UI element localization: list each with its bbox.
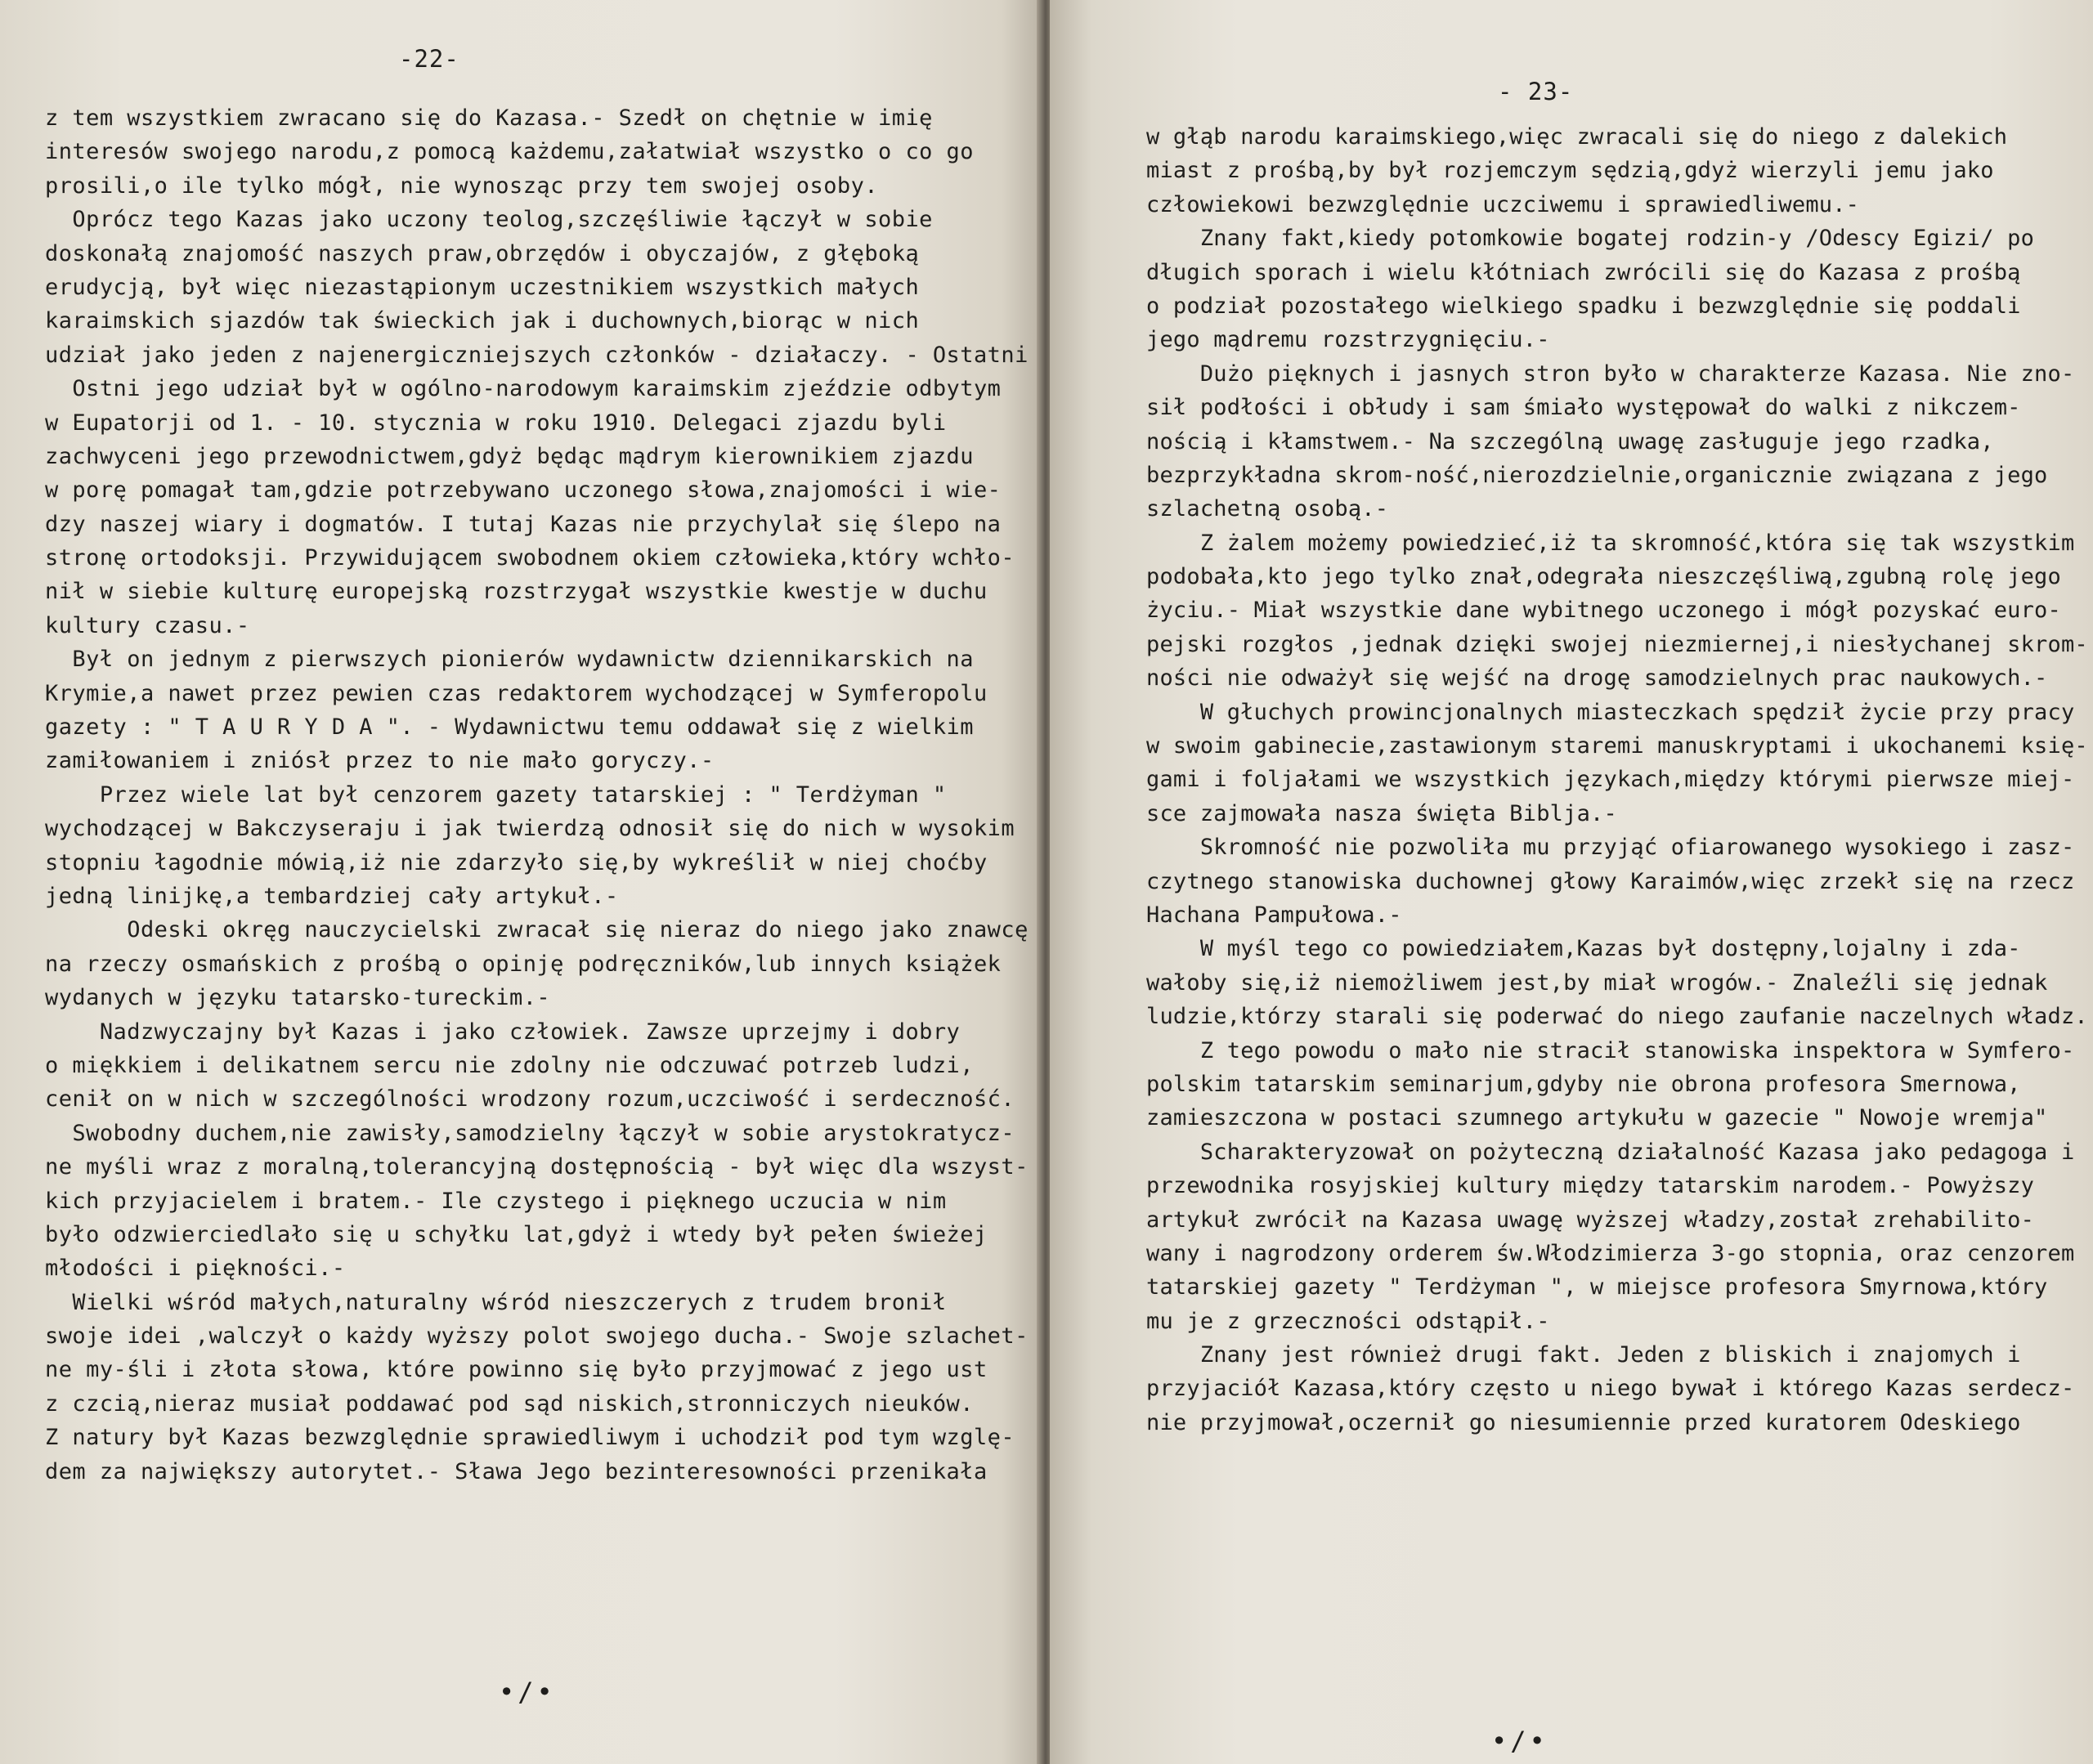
text-line: Przez wiele lat był cenzorem gazety tatarskiej : " Terdżyman " [45, 781, 947, 808]
text-line: sił podłości i obłudy i sam śmiało występował do walki z nikczem- [1146, 395, 2021, 421]
text-line: erudycją, był więc niezastąpionym uczestnikiem wszystkich małych [45, 274, 920, 300]
text-line: w Eupatorji od 1. - 10. stycznia w roku 1910. Delegaci zjazdu byli [45, 410, 947, 436]
text-line: W myśl tego co powiedziałem,Kazas był dostępny,lojalny i zda- [1146, 936, 2021, 962]
text-line: Ostni jego udział był w ogólno-narodowym karaimskim zjeździe odbytym [45, 376, 1002, 402]
text-line: wychodzącej w Bakczyseraju i jak twierdzą odnosił się do nich w wysokim [45, 816, 1015, 842]
text-line: wany i nagrodzony orderem św.Włodzimierza 3-go stopnia, oraz cenzorem [1146, 1240, 2075, 1266]
text-line: wydanych w języku tatarsko-tureckim.- [45, 985, 551, 1011]
text-line: Odeski okręg nauczycielski zwracał się nieraz do niego jako znawcę [45, 917, 1029, 943]
text-line: w swoim gabinecie,zastawionym staremi manuskryptami i ukochanemi księ- [1146, 733, 2088, 759]
text-line: przewodnika rosyjskiej kultury między tatarskim narodem.- Powyższy [1146, 1173, 2035, 1199]
text-line: Dużo pięknych i jasnych stron było w charakterze Kazasa. Nie zno- [1146, 360, 2075, 387]
text-line: Nadzwyczajny był Kazas i jako człowiek. Zawsze uprzejmy i dobry [45, 1019, 961, 1045]
text-line: swoje idei ,walczył o każdy wyższy polot swojego ducha.- Swoje szlachet- [45, 1323, 1029, 1350]
text-line: Był on jednym z pierwszych pionierów wydawnictw dziennikarskich na [45, 647, 974, 673]
text-line: jego mądremu rozstrzygnięciu.- [1146, 327, 1550, 353]
text-line: Oprócz tego Kazas jako uczony teolog,szczęśliwie łączył w sobie [45, 207, 933, 233]
text-line: doskonałą znajomość naszych praw,obrzędów i obyczajów, z głęboką [45, 240, 920, 266]
text-line: przyjaciół Kazasa,który często u niego bywał i którego Kazas serdecz- [1146, 1376, 2075, 1402]
right-page-footer-mark: •/• [1491, 1726, 1548, 1757]
text-line: interesów swojego narodu,z pomocą każdemu,załatwiał wszystko o co go [45, 139, 974, 165]
text-line: nie przyjmował,oczernił go niesumiennie przed kuratorem Odeskiego [1146, 1409, 2021, 1435]
text-line: zamiłowaniem i zniósł przez to nie mało goryczy.- [45, 748, 715, 774]
text-line: mu je z grzeczności odstąpił.- [1146, 1308, 1550, 1334]
text-line: Znany jest również drugi fakt. Jeden z bliskich i znajomych i [1146, 1342, 2021, 1368]
text-line: jedną linijkę,a tembardziej cały artykuł.- [45, 883, 619, 909]
right-page-number: - 23- [1498, 78, 1574, 105]
text-line: gazety : " T A U R Y D A ". - Wydawnictwu temu oddawał się z wielkim [45, 714, 974, 741]
text-line: szlachetną osobą.- [1146, 496, 1389, 522]
text-line: bezprzykładna skrom-ność,nierozdzielnie,organicznie związana z jego [1146, 462, 2048, 488]
text-line: kultury czasu.- [45, 612, 250, 638]
text-line: w głąb narodu karaimskiego,więc zwracali się do niego z dalekich [1146, 124, 2008, 150]
text-line: Z żalem możemy powiedzieć,iż ta skromność,która się tak wszystkim [1146, 530, 2075, 556]
text-line: stopniu łagodnie mówią,iż nie zdarzyło się,by wykreślił w niej choćby [45, 849, 988, 875]
text-line: Swobodny duchem,nie zawisły,samodzielny łączył w sobie arystokratycz- [45, 1120, 1015, 1146]
text-line: dem za największy autorytet.- Sława Jego bezinteresowności przenikała [45, 1458, 988, 1484]
text-line: ne my-śli i złota słowa, które powinno się było przyjmować z jego ust [45, 1357, 988, 1383]
text-line: z tem wszystkiem zwracano się do Kazasa.- Szedł on chętnie w imię [45, 105, 933, 131]
text-line: o miękkiem i delikatnem sercu nie zdolny nie odczuwać potrzeb ludzi, [45, 1052, 974, 1078]
text-line: z czcią,nieraz musiał poddawać pod sąd niskich,stronniczych nieuków. [45, 1390, 974, 1417]
text-line: tatarskiej gazety " Terdżyman ", w miejsce profesora Smyrnowa,który [1146, 1274, 2048, 1301]
text-line: Krymie,a nawet przez pewien czas redaktorem wychodzącej w Symferopolu [45, 680, 988, 706]
text-line: ne myśli wraz z moralną,tolerancyjną dostępnością - był więc dla wszyst- [45, 1154, 1029, 1180]
text-line: w porę pomagał tam,gdzie potrzebywano uczonego słowa,znajomości i wie- [45, 477, 1002, 504]
text-line: stronę ortodoksji. Przywidującem swobodnem okiem człowieka,który wchło- [45, 545, 1015, 571]
text-line: polskim tatarskim seminarjum,gdyby nie obrona profesora Smernowa, [1146, 1071, 2021, 1097]
text-line: Z natury był Kazas bezwzględnie sprawiedliwym i uchodził pod tym wzglę- [45, 1425, 1015, 1451]
text-line: Skromność nie pozwoliła mu przyjąć ofiarowanego wysokiego i zasz- [1146, 835, 2075, 861]
text-line: czytnego stanowiska duchownej głowy Karaimów,więc zrzekł się na rzecz [1146, 868, 2075, 894]
text-line: prosili,o ile tylko mógł, nie wynosząc przy tem swojej osoby. [45, 172, 879, 199]
text-line: na rzeczy osmańskich z prośbą o opinję podręczników,lub innych książek [45, 951, 1002, 977]
text-line: gami i foljałami we wszystkich językach,między którymi pierwsze miej- [1146, 767, 2075, 793]
text-line: Z tego powodu o mało nie stracił stanowiska inspektora w Symfero- [1146, 1037, 2075, 1063]
text-line: cenił on w nich w szczególności wrodzony rozum,uczciwość i serdeczność. [45, 1086, 1015, 1113]
text-line: ludzie,którzy starali się poderwać do niego zaufanie naczelnych władz. [1146, 1004, 2088, 1030]
left-page [0, 0, 1043, 1764]
text-line: Hachana Pampułowa.- [1146, 902, 1402, 928]
right-page-text [1146, 120, 2088, 1439]
text-line: wałoby się,iż niemożliwem jest,by miał wrogów.- Znaleźli się jednak [1146, 969, 2048, 996]
text-line: artykuł zwrócił na Kazasa uwagę wyższej władzy,został zrehabilito- [1146, 1207, 2035, 1233]
left-page-text [45, 101, 1029, 1489]
text-line: życiu.- Miał wszystkie dane wybitnego uczonego i mógł pozyskać euro- [1146, 598, 2061, 624]
text-line: zachwyceni jego przewodnictwem,gdyż będąc mądrym kierownikiem zjazdu [45, 443, 974, 469]
text-line: kich przyjacielem i bratem.- Ile czystego i pięknego uczucia w nim [45, 1188, 947, 1214]
text-line: podobała,kto jego tylko znał,odegrała nieszczęśliwą,zgubną rolę jego [1146, 564, 2061, 590]
text-line: miast z prośbą,by był rozjemczym sędzią,gdyż wierzyli jemu jako [1146, 158, 1994, 184]
text-line: Wielki wśród małych,naturalny wśród nieszczerych z trudem bronił [45, 1289, 947, 1315]
text-line: udział jako jeden z najenergiczniejszych członków - działaczy. - Ostatni [45, 342, 1029, 368]
left-page-number: -22- [399, 45, 459, 73]
text-line: Znany fakt,kiedy potomkowie bogatej rodzin-y /Odescy Egizi/ po [1146, 226, 2035, 252]
text-line: zamieszczona w postaci szumnego artykułu w gazecie " Nowoje wremja" [1146, 1105, 2048, 1131]
text-line: nością i kłamstwem.- Na szczególną uwagę zasługuje jego rzadka, [1146, 428, 1994, 454]
left-page-footer-mark: •/• [499, 1677, 556, 1708]
text-line: karaimskich sjazdów tak świeckich jak i duchownych,biorąc w nich [45, 308, 920, 334]
text-line: długich sporach i wielu kłótniach zwrócili się do Kazasa z prośbą [1146, 259, 2021, 285]
text-line: młodości i piękności.- [45, 1256, 346, 1282]
right-page [1050, 0, 2093, 1764]
text-line: dzy naszej wiary i dogmatów. I tutaj Kazas nie przychylał się ślepo na [45, 511, 1002, 537]
text-line: człowiekowi bezwzględnie uczciwemu i sprawiedliwemu.- [1146, 191, 1860, 217]
text-line: o podział pozostałego wielkiego spadku i bezwzględnie się poddali [1146, 293, 2021, 319]
text-line: Scharakteryzował on pożyteczną działalność Kazasa jako pedagoga i [1146, 1139, 2075, 1165]
text-line: nił w siebie kulturę europejską rozstrzygał wszystkie kwestje w duchu [45, 579, 988, 605]
text-line: sce zajmowała nasza święta Biblja.- [1146, 800, 1617, 826]
text-line: ności nie odważył się wejść na drogę samodzielnych prac naukowych.- [1146, 665, 2048, 692]
text-line: W głuchych prowincjonalnych miasteczkach spędził życie przy pracy [1146, 699, 2075, 725]
text-line: było odzwierciedlało się u schyłku lat,gdyż i wtedy był pełen świeżej [45, 1221, 988, 1247]
text-line: pejski rozgłos ,jednak dzięki swojej niezmiernej,i niesłychanej skrom- [1146, 631, 2088, 657]
